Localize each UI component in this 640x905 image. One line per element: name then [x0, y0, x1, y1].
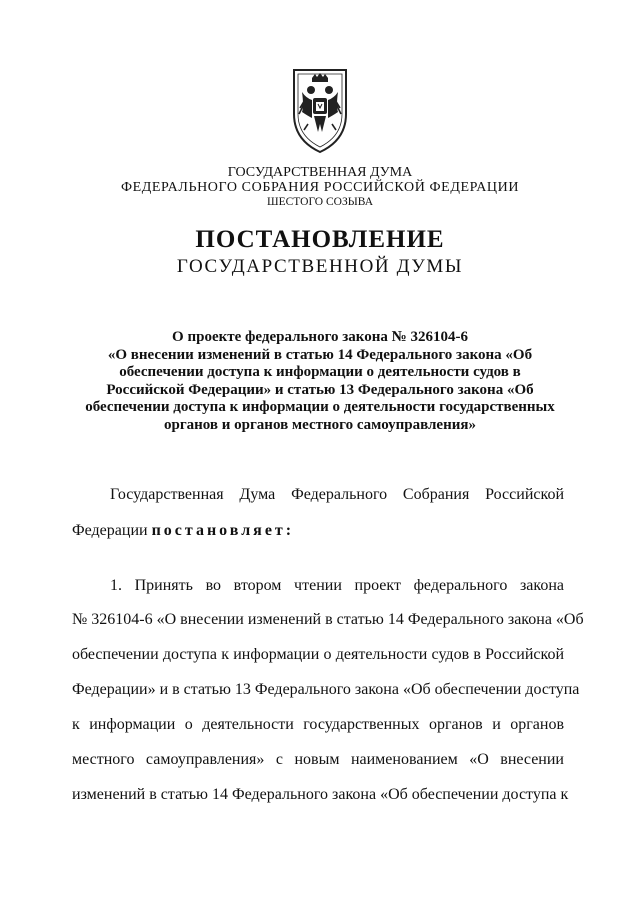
preamble-line	[72, 522, 564, 540]
document-subtitle: ГОСУДАРСТВЕННОЙ ДУМЫ	[176, 256, 464, 277]
duma-name: ГОСУДАРСТВЕННАЯ ДУМА	[227, 165, 413, 180]
paragraph-line: местного самоуправления» с новым наименованием «О внесении	[72, 751, 564, 768]
paragraph-line: 1. Принять во втором чтении проект федерального закона	[110, 577, 564, 594]
convocation: ШЕСТОГО СОЗЫВА	[266, 196, 374, 208]
preamble-line: Государственная Дума Федерального Собрания Российской	[110, 486, 564, 503]
coat-of-arms-emblem	[272, 62, 368, 158]
paragraph-line: обеспечении доступа к информации о деятельности судов в Российской	[72, 646, 564, 663]
subject-line: органов и органов местного самоуправления»	[163, 416, 476, 433]
subject-line: Российской Федерации» и статью 13 Федерального закона «Об	[106, 381, 534, 398]
preamble-start: Федерации	[72, 522, 148, 539]
assembly-name: ФЕДЕРАЛЬНОГО СОБРАНИЯ РОССИЙСКОЙ ФЕДЕРАЦИИ	[120, 180, 520, 195]
decree-word: постановляет:	[151, 522, 295, 539]
subject-line: обеспечении доступа к информации о деятельности государственных	[85, 399, 555, 415]
paragraph-line: изменений в статью 14 Федерального закона «Об обеспечении доступа к	[72, 786, 569, 803]
subject-line: обеспечении доступа к информации о деятельности судов в	[119, 364, 521, 380]
paragraph-line: к информации о деятельности государственных органов и органов	[72, 716, 564, 733]
paragraph-line: № 326104-6 «О внесении изменений в статью 14 Федерального закона «Об	[72, 611, 584, 628]
subject-line: О проекте федерального закона № 326104-6	[172, 329, 468, 345]
subject-line: «О внесении изменений в статью 14 Федерального закона «Об	[107, 346, 533, 363]
document-title: ПОСТАНОВЛЕНИЕ	[195, 226, 445, 253]
resolution-subject	[60, 329, 580, 434]
paragraph-line: Федерации» и в статью 13 Федерального закона «Об обеспечении доступа	[72, 681, 580, 698]
